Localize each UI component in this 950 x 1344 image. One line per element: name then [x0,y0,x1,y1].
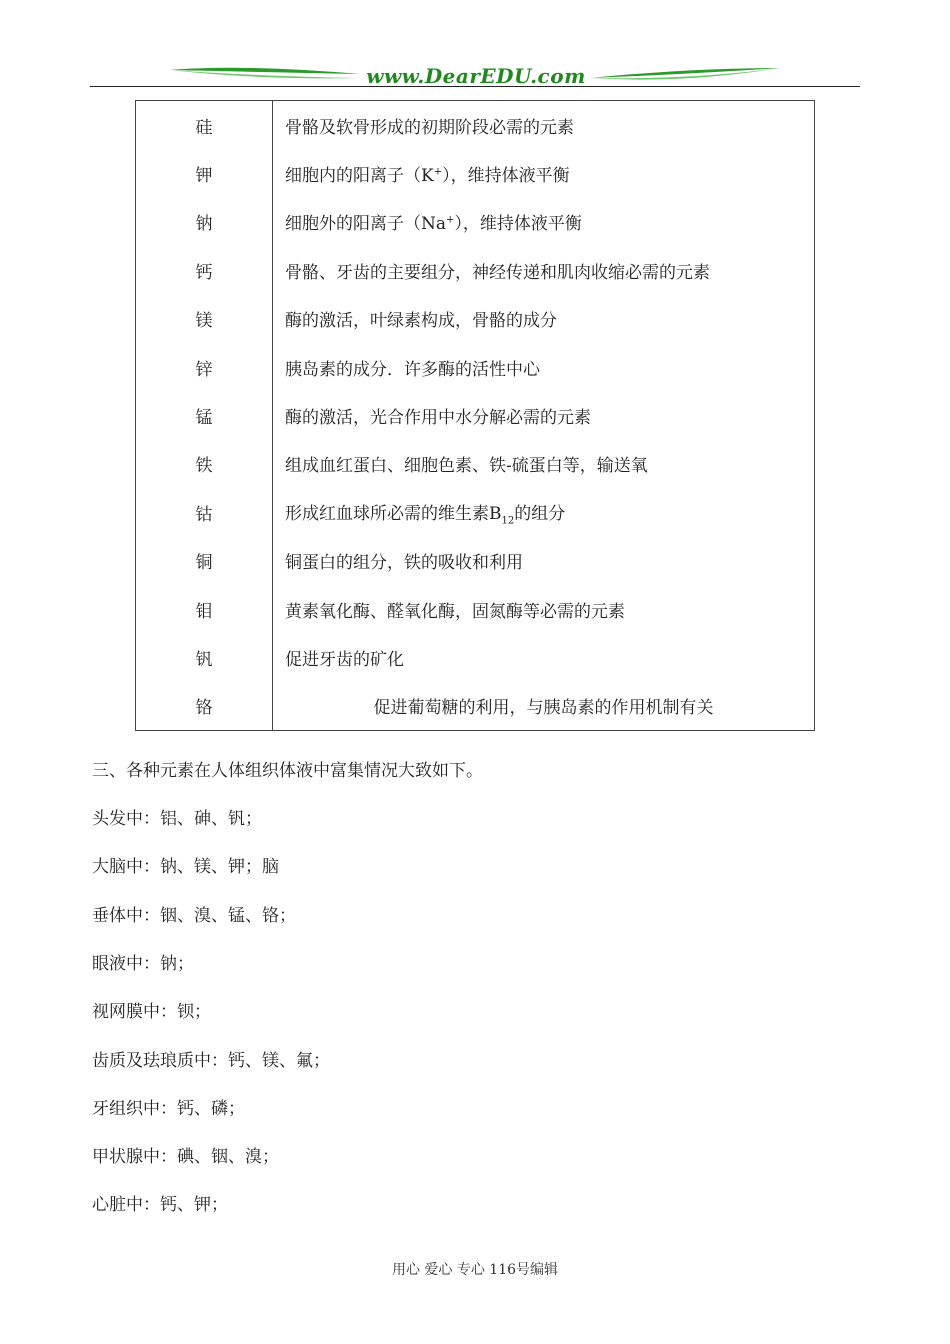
function-cell: 酶的激活，叶绿素构成，骨骼的成分 [285,311,557,332]
element-function-table [135,100,815,731]
function-cell: 促进牙齿的矿化 [285,649,404,670]
tissue-line: 牙组织中：钙、磷； [92,1099,245,1119]
function-text: ），维持体液平衡 [454,214,582,235]
element-cell: 钴 [136,488,273,536]
element-cell: 钠 [136,198,273,246]
page-footer: 用心 爱心 专心 116号编辑 [391,1262,559,1278]
table-row [136,585,815,633]
table-row [136,246,815,294]
table-row [136,295,815,343]
tissue-line: 视网膜中：钡； [92,1002,211,1022]
site-logo-text: www.DearEDU.com [366,64,586,88]
element-cell: 铬 [136,682,273,731]
element-cell: 钒 [136,633,273,681]
table-row [136,149,815,197]
function-cell: 黄素氧化酶、醛氧化酶，固氮酶等必需的元素 [285,601,625,622]
element-cell: 钾 [136,149,273,197]
function-cell: 胰岛素的成分．许多酶的活性中心 [285,359,540,380]
table-row [136,488,815,536]
function-text: 形成红血球所必需的维生素B [285,503,502,524]
function-text: 细胞内的阳离子（K [285,166,434,187]
table-row [136,440,815,488]
function-text: 的组分 [514,503,566,524]
charge-superscript: + [446,214,455,226]
function-cell: 促进葡萄糖的利用，与胰岛素的作用机制有关 [373,698,714,719]
tissue-line: 头发中：铝、砷、钒； [92,809,262,829]
tissue-line: 齿质及珐琅质中：钙、镁、氟； [92,1051,330,1071]
function-cell: 骨骼及软骨形成的初期阶段必需的元素 [285,117,574,138]
element-cell: 铜 [136,537,273,585]
function-cell [273,198,815,246]
table-row [136,343,815,391]
charge-superscript: + [433,166,443,178]
element-cell: 钼 [136,585,273,633]
section-heading: 三、各种元素在人体组织体液中富集情况大致如下。 [92,761,483,781]
table-row [136,537,815,585]
table-row [136,391,815,439]
table-row [136,198,815,246]
element-cell: 钙 [136,246,273,294]
table-row [136,101,815,150]
element-cell: 锰 [136,391,273,439]
header-divider [90,86,860,87]
element-cell: 镁 [136,295,273,343]
table-row [136,633,815,681]
function-cell [273,149,815,197]
function-cell: 组成血红蛋白、细胞色素、铁-硫蛋白等，输送氧 [285,456,648,477]
function-cell: 酶的激活，光合作用中水分解必需的元素 [285,408,591,429]
function-text: 细胞外的阳离子（Na [285,214,447,235]
element-cell: 锌 [136,343,273,391]
function-cell [273,488,815,536]
function-cell: 铜蛋白的组分，铁的吸收和利用 [285,553,523,574]
element-cell: 硅 [136,101,273,150]
tissue-line: 甲状腺中：碘、铟、溴； [92,1147,279,1167]
table-row [136,682,815,731]
tissue-line: 心脏中：钙、钾； [92,1195,228,1215]
function-text: ），维持体液平衡 [442,166,570,187]
tissue-line: 眼液中：钠； [92,954,194,974]
tissue-line: 垂体中：铟、溴、锰、铬； [92,906,296,926]
function-cell: 骨骼、牙齿的主要组分，神经传递和肌肉收缩必需的元素 [285,262,710,283]
vitamin-subscript: 12 [501,515,515,527]
tissue-line: 大脑中：钠、镁、钾；脑 [92,857,279,877]
element-cell: 铁 [136,440,273,488]
